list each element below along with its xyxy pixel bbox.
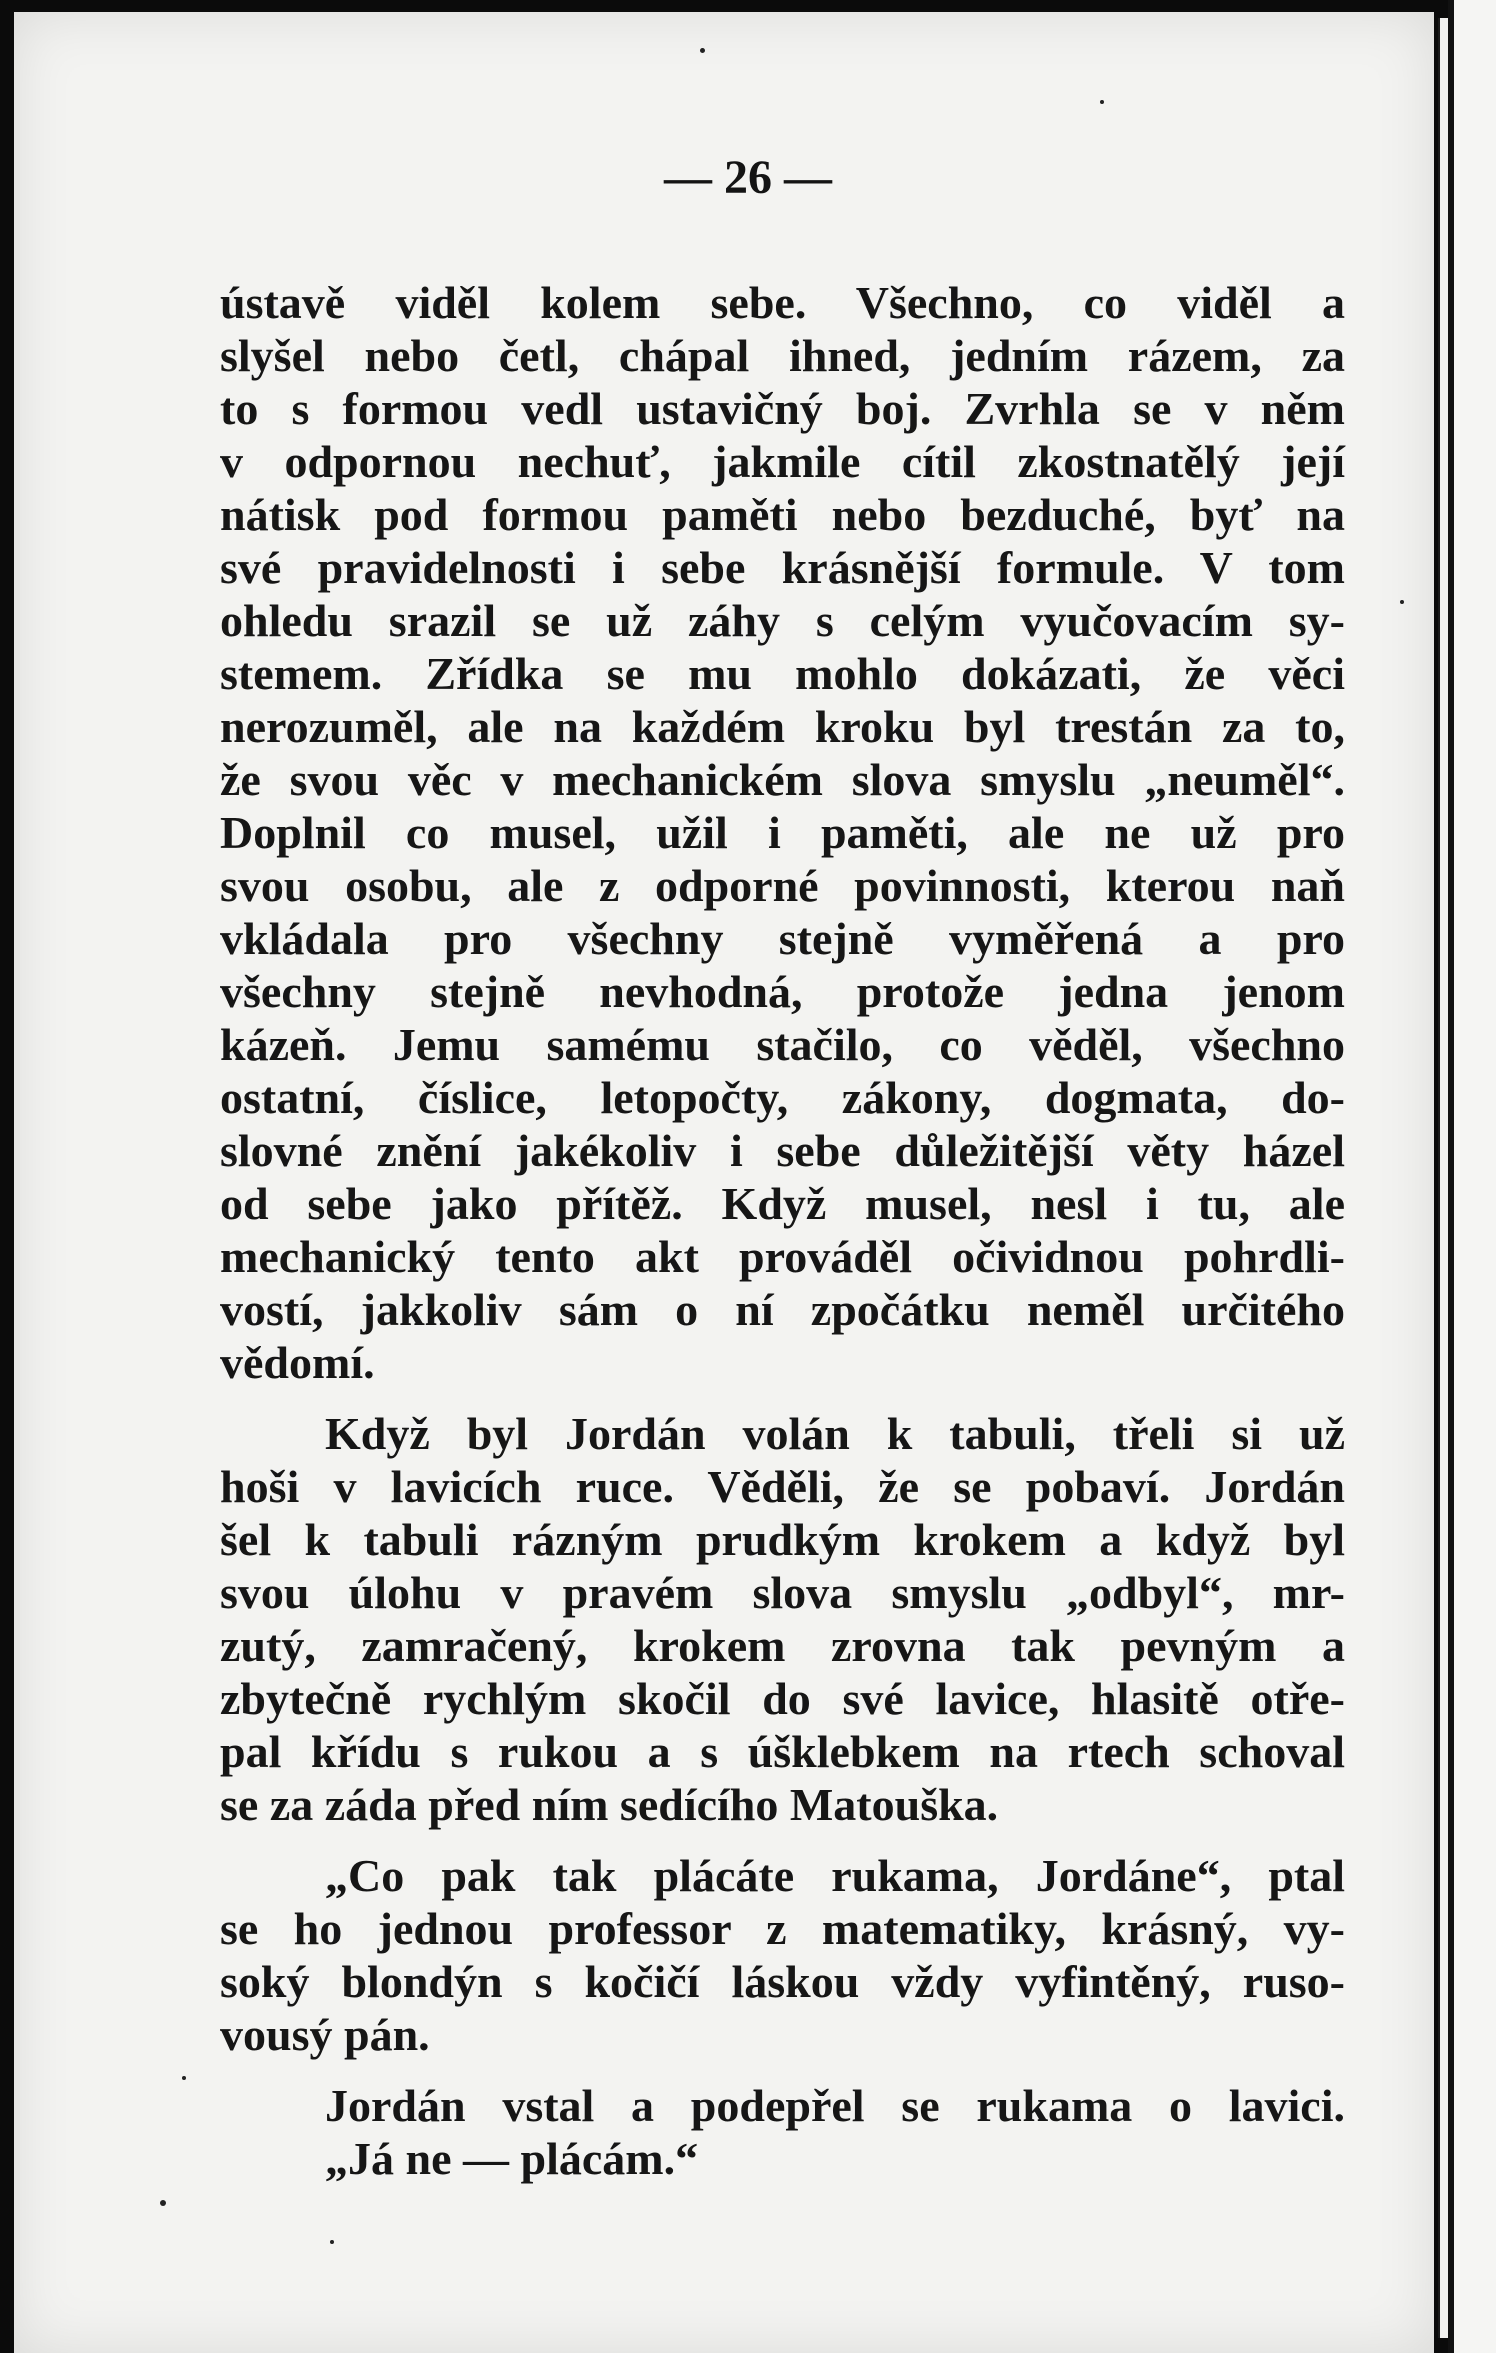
text-line: kázeň. Jemu samému stačilo, co věděl, všechno — [220, 1019, 1345, 1070]
print-speck — [1400, 600, 1404, 604]
body-text — [220, 276, 1345, 2185]
text-line: slyšel nebo četl, chápal ihned, jedním rázem, za — [220, 330, 1345, 381]
text-line: nerozuměl, ale na každém kroku byl trestán za to, — [220, 701, 1345, 752]
print-speck — [330, 2240, 334, 2244]
text-line: v odpornou nechuť, jakmile cítil zkostnatělý její — [220, 436, 1345, 487]
text-line: slovné znění jakékoliv i sebe důležitější věty házel — [220, 1125, 1345, 1176]
text-line: „Co pak tak plácáte rukama, Jordáne“, ptal — [325, 1850, 1345, 1901]
text-line: soký blondýn s kočičí láskou vždy vyfintěný, ruso- — [220, 1956, 1345, 2007]
text-line: zbytečně rychlým skočil do své lavice, hlasitě otře- — [220, 1673, 1345, 1724]
text-line: mechanický tento akt prováděl očividnou pohrdli- — [220, 1231, 1345, 1282]
text-line: všechny stejně nevhodná, protože jedna jenom — [220, 966, 1345, 1017]
text-line: svou úlohu v pravém slova smyslu „odbyl“, mr- — [220, 1567, 1345, 1618]
print-speck — [182, 2076, 186, 2080]
print-speck — [160, 2200, 166, 2206]
text-line: své pravidelnosti i sebe krásnější formule. V tom — [220, 542, 1345, 593]
text-line: vkládala pro všechny stejně vyměřená a pro — [220, 913, 1345, 964]
text-line: vousý pán. — [220, 2009, 430, 2060]
text-line: svou osobu, ale z odporné povinnosti, kterou naň — [220, 860, 1345, 911]
text-line: Jordán vstal a podepřel se rukama o lavici. — [325, 2080, 1345, 2131]
text-line: zutý, zamračený, krokem zrovna tak pevným a — [220, 1620, 1345, 1671]
text-line: ostatní, číslice, letopočty, zákony, dogmata, do- — [220, 1072, 1345, 1123]
text-line: šel k tabuli rázným prudkým krokem a když byl — [220, 1514, 1345, 1565]
text-line: Když byl Jordán volán k tabuli, třeli si už — [325, 1408, 1345, 1459]
text-line: stemem. Zřídka se mu mohlo dokázati, že věci — [220, 648, 1345, 699]
text-line: od sebe jako přítěž. Když musel, nesl i tu, ale — [220, 1178, 1345, 1229]
text-line: že svou věc v mechanickém slova smyslu „neuměl“. — [220, 754, 1345, 805]
text-line: vědomí. — [220, 1337, 375, 1388]
text-line: se ho jednou professor z matematiky, krásný, vy- — [220, 1903, 1345, 1954]
text-line: hoši v lavicích ruce. Věděli, že se pobaví. Jordán — [220, 1461, 1345, 1512]
text-line: pal křídu s rukou a s úšklebkem na rtech schoval — [220, 1726, 1345, 1777]
page-number: — 26 — — [664, 151, 832, 204]
adjacent-page-strip — [1448, 0, 1496, 2353]
text-line: ohledu srazil se už záhy s celým vyučovacím sy- — [220, 595, 1345, 646]
print-speck — [700, 48, 705, 53]
text-line: ústavě viděl kolem sebe. Všechno, co viděl a — [220, 277, 1345, 328]
text-line: nátisk pod formou paměti nebo bezduché, byť na — [220, 489, 1345, 540]
text-line: se za záda před ním sedícího Matouška. — [220, 1779, 999, 1830]
text-line: to s formou vedl ustavičný boj. Zvrhla se v něm — [220, 383, 1345, 434]
text-line: „Já ne — plácám.“ — [325, 2133, 699, 2184]
text-line: vostí, jakkoliv sám o ní zpočátku neměl určitého — [220, 1284, 1345, 1335]
print-speck — [1100, 100, 1104, 104]
text-line: Doplnil co musel, užil i paměti, ale ne už pro — [220, 807, 1345, 858]
